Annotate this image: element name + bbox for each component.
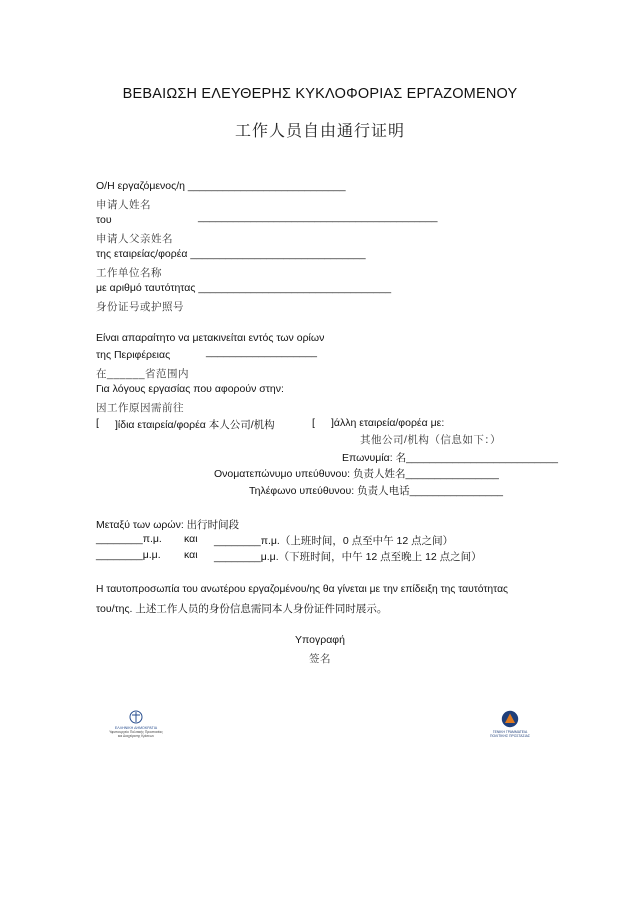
responsible-name-field[interactable]: Ονοματεπώνυμο υπεύθυνου: 负责人姓名________________	[214, 468, 499, 480]
signature-label-greek: Υπογραφή	[295, 634, 345, 646]
identity-note-line2: του/της. 上述工作人员的身份信息需同本人身份证件同时展示。	[96, 603, 388, 615]
page-title-chinese: 工作人员自由通行证明	[234, 123, 405, 140]
left-logo-line-1: ΕΛΛΗΝΙΚΗ ΔΗΜΟΚΡΑΤΙΑ	[114, 726, 158, 730]
reasons-cn-label: 因工作原因需前往	[96, 402, 184, 414]
right-logo-line-1: ΓΕΝΙΚΗ ΓΡΑΜΜΑΤΕΙΑ	[492, 730, 528, 734]
father-name-field[interactable]: _________________________________________	[198, 211, 438, 223]
company-field[interactable]: της εταιρείας/φορέα ______________________________	[96, 248, 366, 260]
company-cn-label: 工作单位名称	[96, 267, 162, 279]
other-company-cn-label: 其他公司/机构（信息如下：）	[360, 434, 502, 446]
applicant-name-field[interactable]: Ο/Η εργαζόμενος/η ___________________________	[96, 180, 346, 192]
signature-label-chinese: 签名	[309, 653, 331, 665]
am-start-field[interactable]: ________π.μ.	[96, 533, 162, 545]
movement-required-text: Είναι απαραίτητο να μετακινείται εντός των ορίων	[96, 332, 325, 344]
identity-note-line1: Η ταυτοπροσωπία του ανωτέρου εργαζομένου/ης θα γίνεται με την επίδειξη της ταυτότητας	[96, 584, 509, 595]
region-cn-field[interactable]: 在______省范围内	[96, 368, 190, 380]
father-name-cn-label: 申请人父亲姓名	[96, 233, 173, 245]
page-title-greek: ΒΕΒΑΙΩΣΗ ΕΛΕΥΘΕΡΗΣ ΚΥΚΛΟΦΟΡΙΑΣ ΕΡΓΑΖΟΜΕΝΟΥ	[122, 86, 518, 102]
pm-and-label: και	[184, 549, 198, 561]
am-end-field[interactable]: ________π.μ.（上班时间，0 点至中午 12 点之间）	[214, 535, 454, 547]
same-company-checkbox[interactable]: [	[96, 417, 99, 429]
hours-label: Μεταξύ των ωρών: 出行时间段	[96, 519, 240, 531]
region-label: της Περιφέρειας	[96, 349, 171, 361]
civil-protection-emblem-icon	[501, 710, 519, 728]
responsible-phone-field[interactable]: Τηλέφωνο υπεύθυνου: 负责人电话________________	[249, 485, 504, 497]
other-company-checkbox[interactable]: [	[312, 417, 315, 429]
father-label: του	[96, 214, 112, 226]
right-logo-line-2: ΠΟΛΙΤΙΚΗΣ ΠΡΟΣΤΑΣΙΑΣ	[490, 734, 530, 738]
region-field[interactable]: ___________________	[206, 346, 317, 358]
pm-start-field[interactable]: ________μ.μ.	[96, 549, 161, 561]
right-footer-logo	[488, 710, 532, 738]
pm-end-field[interactable]: ________μ.μ.（下班时间，中午 12 点至晚上 12 点之间）	[214, 551, 482, 563]
id-number-field[interactable]: με αριθμό ταυτότητας _________________________________	[96, 282, 392, 294]
same-company-label: ]ίδια εταιρεία/φορέα 本人公司/机构	[115, 419, 275, 431]
left-logo-line-2: Υφυπουργείο Πολιτικής Προστασίας	[109, 730, 163, 734]
reasons-label: Για λόγους εργασίας που αφορούν στην:	[96, 383, 284, 395]
greek-republic-emblem-icon	[129, 710, 143, 724]
id-number-cn-label: 身份证号或护照号	[96, 301, 184, 313]
other-company-label: ]άλλη εταιρεία/φορέα με:	[331, 417, 445, 429]
company-name-field[interactable]: Επωνυμία: 名__________________________	[342, 452, 558, 464]
applicant-name-cn-label: 申请人姓名	[96, 199, 151, 211]
left-logo-line-3: και Διαχείρισης Κρίσεων	[117, 734, 155, 738]
left-footer-logo	[96, 710, 176, 738]
am-and-label: και	[184, 533, 198, 545]
